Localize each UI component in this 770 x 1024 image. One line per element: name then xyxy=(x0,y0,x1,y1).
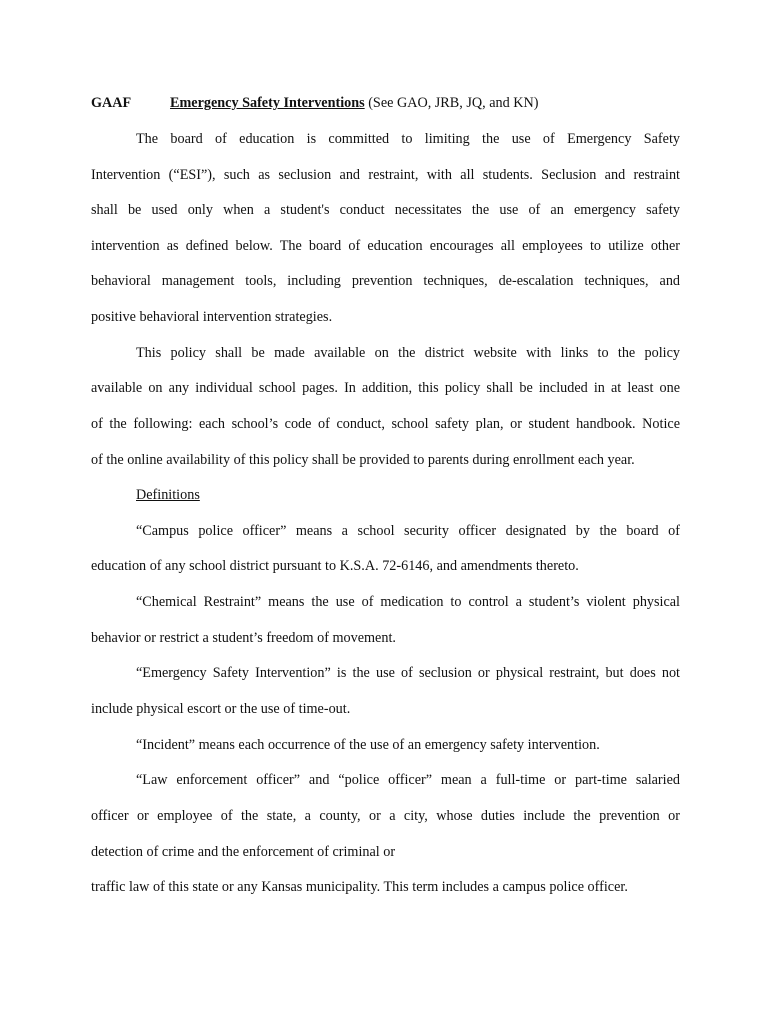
policy-cross-reference: (See GAO, JRB, JQ, and KN) xyxy=(364,95,539,111)
policy-heading xyxy=(91,94,680,112)
text-line: of the online availability of this policy shall be provided to parents during enrollment each year. xyxy=(91,452,635,468)
text-line: behavior or restrict a student’s freedom of movement. xyxy=(91,630,396,646)
text-line: education of any school district pursuant to K.S.A. 72-6146, and amendments thereto. xyxy=(91,558,579,574)
text-line: available on any individual school pages. In addition, this policy shall be included in at least one xyxy=(91,380,680,396)
policy-code: GAAF xyxy=(91,95,132,111)
text-line: of the following: each school’s code of conduct, school safety plan, or student handbook. Notice xyxy=(91,416,680,432)
text-line: detection of crime and the enforcement of criminal or xyxy=(91,844,396,860)
text-line: This policy shall be made available on the district website with links to the policy xyxy=(136,345,680,361)
text-line: positive behavioral intervention strategies. xyxy=(91,309,333,325)
text-line: traffic law of this state or any Kansas municipality. This term includes a campus police officer. xyxy=(91,879,628,895)
text-line: Intervention (“ESI”), such as seclusion and restraint, with all students. Seclusion and restraint xyxy=(91,167,680,183)
text-line: “Campus police officer” means a school security officer designated by the board of xyxy=(136,523,680,539)
text-line: intervention as defined below. The board of education encourages all employees to utilize other xyxy=(91,238,680,254)
definitions-heading: Definitions xyxy=(136,487,200,503)
text-line: officer or employee of the state, a county, or a city, whose duties include the prevention or xyxy=(91,808,680,824)
text-line: behavioral management tools, including prevention techniques, de-escalation techniques, and xyxy=(91,273,680,289)
text-line: “Chemical Restraint” means the use of medication to control a student’s violent physical xyxy=(136,594,680,610)
policy-title: Emergency Safety Interventions xyxy=(170,95,365,111)
text-line: shall be used only when a student's conduct necessitates the use of an emergency safety xyxy=(91,202,680,218)
text-line: “Law enforcement officer” and “police officer” mean a full-time or part-time salaried xyxy=(136,772,680,788)
text-line: “Incident” means each occurrence of the use of an emergency safety intervention. xyxy=(136,737,600,753)
text-line: include physical escort or the use of time-out. xyxy=(91,701,351,717)
text-line: “Emergency Safety Intervention” is the use of seclusion or physical restraint, but does not xyxy=(136,665,680,681)
text-line: The board of education is committed to limiting the use of Emergency Safety xyxy=(136,131,680,147)
